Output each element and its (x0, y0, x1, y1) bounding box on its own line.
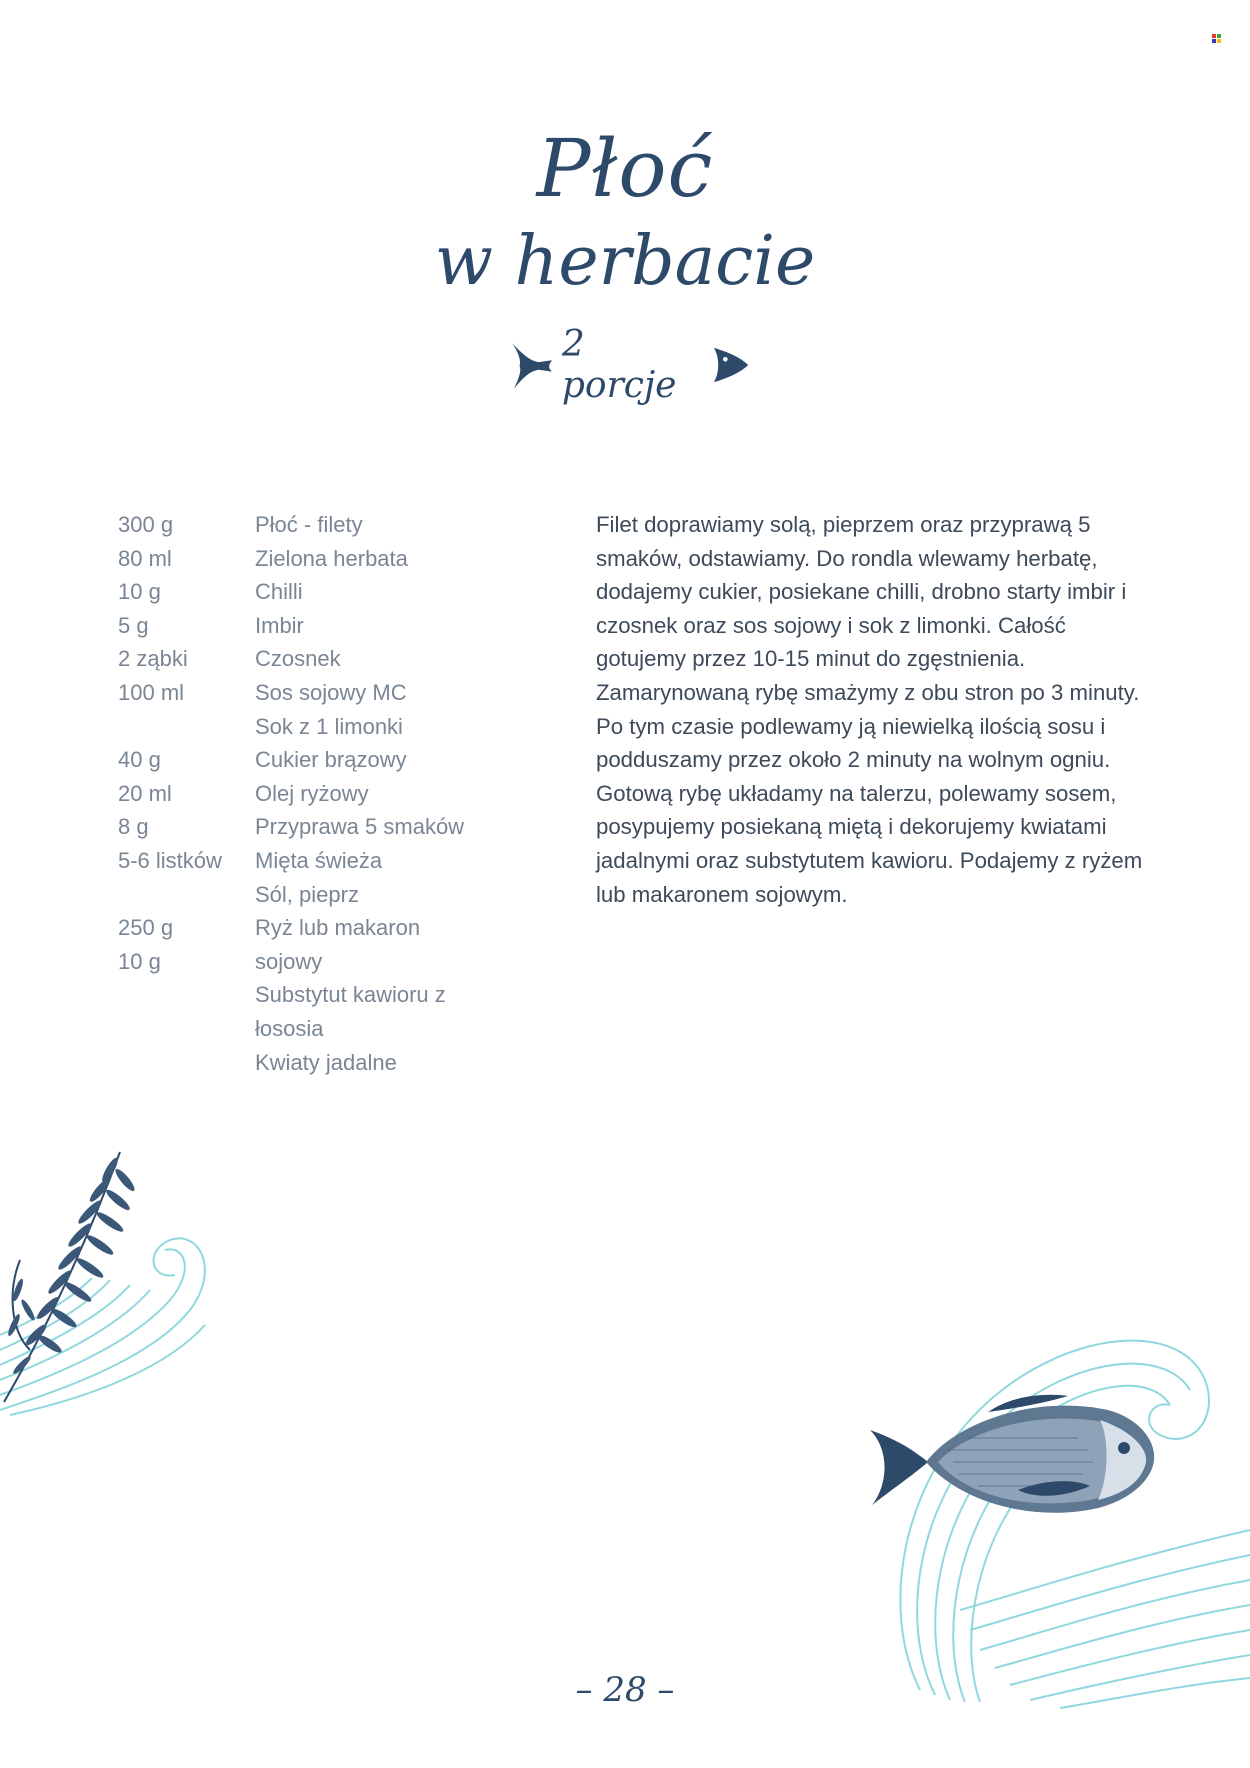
ingredient-name: sojowy (255, 948, 323, 974)
ingredient-quantity: 5 g (118, 612, 149, 638)
ingredient-row (118, 508, 518, 542)
rosemary-illustration (0, 1140, 220, 1420)
ingredient-row (118, 676, 518, 710)
method-paragraph: Filet doprawiamy solą, pieprzem oraz przyprawą 5 smaków, odstawiamy. Do rondla wlewamy herbatę, dodajemy cukier, posiekane chilli, drobno starty imbir i czosnek oraz sos sojowy i sok z limonki. Całość gotujemy przez 10-15 minut do zgęstnienia. Zamarynowaną rybę smażymy z obu stron po 3 minuty. Po tym czasie podlewamy ją niewielką ilością sosu i podduszamy przez około 2 minuty na wolnym ogniu. Gotową rybę układamy na talerzu, polewamy sosem, posypujemy posiekaną miętą i dekorujemy kwiatami jadalnymi oraz substytutem kawioru. Podajemy z ryżem lub makaronem sojowym. (596, 512, 1143, 907)
ingredient-quantity (118, 978, 255, 1012)
ingredient-name: Substytut kawioru z (255, 982, 446, 1008)
ingredient-name: Imbir (255, 612, 304, 638)
ingredient-quantity (118, 710, 255, 744)
ingredient-quantity (118, 878, 255, 912)
ingredient-name: Przyprawa 5 smaków (255, 814, 465, 840)
ingredient-row (118, 1012, 518, 1046)
page-number: – 28 – (575, 1670, 675, 1710)
ingredient-quantity: 10 g (118, 579, 161, 605)
recipe-title-line-2: w herbacie (434, 222, 816, 301)
ingredients-list (118, 508, 518, 1079)
corner-color-mark-icon (1212, 34, 1221, 43)
fish-illustration (868, 1390, 1158, 1540)
ingredient-row (118, 777, 518, 811)
ingredient-row (118, 810, 518, 844)
ingredient-name: Sól, pieprz (255, 881, 359, 907)
fish-tail-icon (510, 338, 554, 392)
ingredient-quantity: 100 ml (118, 679, 185, 705)
fish-head-icon (712, 343, 750, 387)
ingredient-row (118, 710, 518, 744)
ingredient-quantity: 2 ząbki (118, 646, 188, 672)
servings-badge (510, 324, 750, 406)
ingredient-quantity: 80 ml (118, 545, 172, 571)
ingredient-row (118, 844, 518, 878)
ingredient-quantity (118, 1046, 255, 1080)
ingredient-quantity: 40 g (118, 747, 161, 773)
ingredient-name: Czosnek (255, 646, 341, 672)
ingredient-row (118, 878, 518, 912)
ingredient-name: Kwiaty jadalne (255, 1049, 397, 1075)
ingredient-name: Chilli (255, 579, 303, 605)
servings-text: 2 porcje (561, 324, 677, 406)
ingredient-row (118, 642, 518, 676)
ingredient-name: łososia (255, 1015, 324, 1041)
ingredient-quantity: 8 g (118, 814, 149, 840)
ingredient-quantity: 5-6 listków (118, 847, 222, 873)
ingredient-quantity: 250 g (118, 915, 174, 941)
ingredient-quantity: 20 ml (118, 780, 172, 806)
ingredient-row (118, 1046, 518, 1080)
ingredient-name: Mięta świeża (255, 847, 383, 873)
recipe-title-line-1: Płoć (536, 122, 714, 215)
ingredient-name: Ryż lub makaron (255, 915, 421, 941)
ingredient-row (118, 575, 518, 609)
ingredient-row (118, 911, 518, 945)
ingredient-name: Zielona herbata (255, 545, 408, 571)
ingredient-name: Sos sojowy MC (255, 679, 407, 705)
ingredient-row (118, 542, 518, 576)
method-text (596, 508, 1144, 911)
ingredient-name: Cukier brązowy (255, 747, 407, 773)
ingredient-quantity: 300 g (118, 512, 174, 537)
ingredient-name: Olej ryżowy (255, 780, 369, 806)
ingredient-name: Sok z 1 limonki (255, 713, 403, 739)
ingredient-quantity: 10 g (118, 948, 161, 974)
ingredient-row (118, 978, 518, 1012)
ingredient-row (118, 609, 518, 643)
ingredient-row (118, 945, 518, 979)
ingredient-quantity (118, 1012, 255, 1046)
ingredient-name: Płoć - filety (255, 512, 363, 537)
ingredient-row (118, 743, 518, 777)
